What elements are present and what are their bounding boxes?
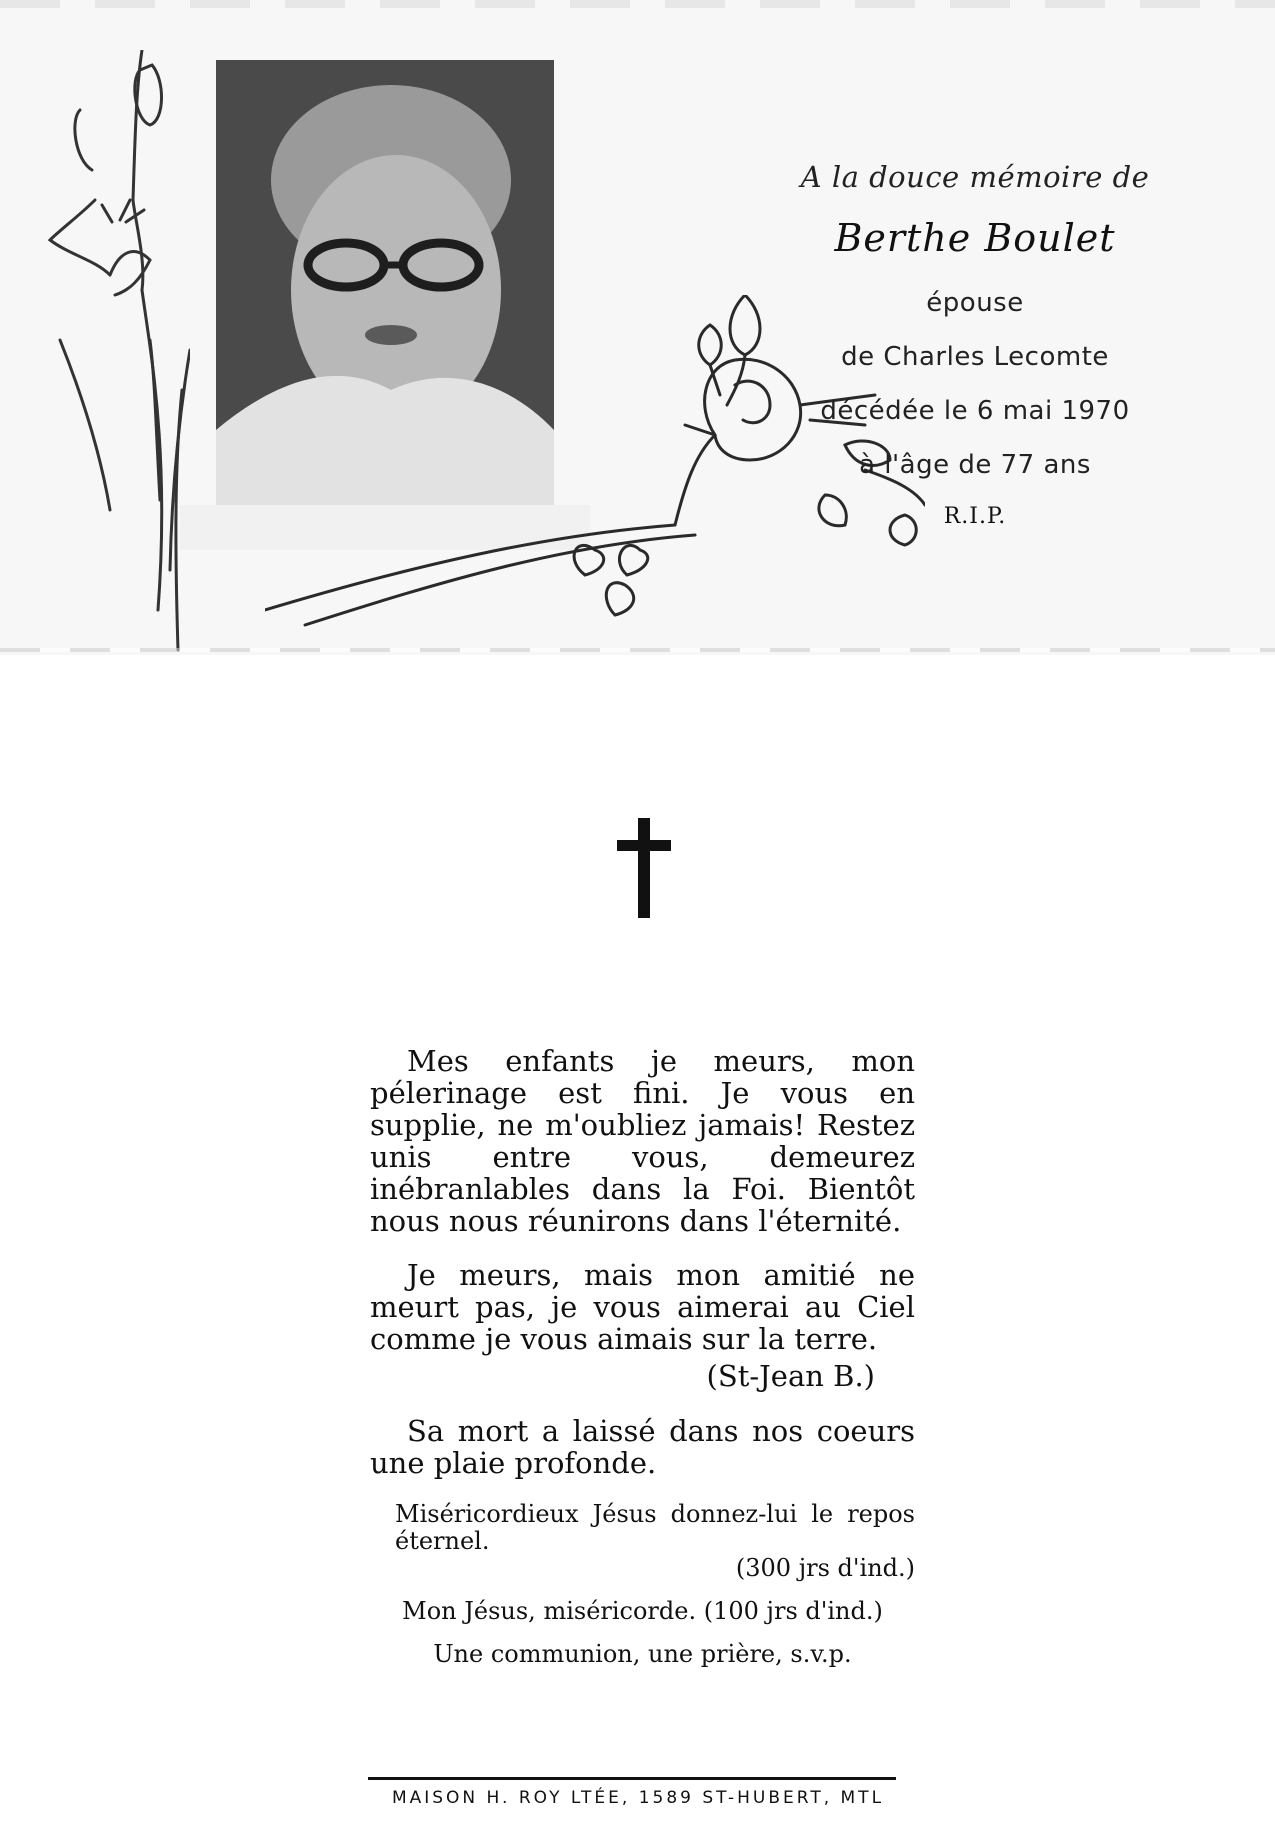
prayer-text [370,1045,915,1684]
invocation-1 [370,1501,915,1582]
publisher-rule [368,1777,896,1780]
lily-drawing [40,50,190,660]
prayer-request: Une communion, une prière, s.v.p. [433,1640,852,1668]
dedication-line: A la douce mémoire de [800,160,1150,194]
prayer-attribution: (St-Jean B.) [706,1359,875,1393]
card-bottom-edge [0,648,1275,652]
death-date: décédée le 6 mai 1970 [820,396,1130,426]
cross-icon [617,818,671,918]
deceased-name: Berthe Boulet [834,216,1116,260]
invocation-2: Mon Jésus, miséricorde. (100 jrs d'ind.) [402,1597,883,1625]
prayer-paragraph-3: Sa mort a laissé dans nos coeurs une plaie profonde. [370,1414,915,1480]
spouse-label: épouse [926,288,1024,318]
prayer-paragraph-2: Je meurs, mais mon amitié ne meurt pas, je vous aimerai au Ciel comme je vous aimais sur la terre. [370,1258,915,1356]
publisher-imprint: MAISON H. ROY LTÉE, 1589 ST-HUBERT, MTL [391,1788,885,1808]
prayer-paragraph-1: Mes enfants je meurs, mon pélerinage est fini. Je vous en supplie, ne m'oubliez jamais! Restez unis entre vous, demeurez inébranlables dans la Foi. Bientôt nous nous réunirons dans l'éternité. [370,1044,915,1238]
memorial-card-front [0,0,1275,655]
rip-text: R.I.P. [943,504,1007,529]
spouse-name: de Charles Lecomte [841,342,1109,372]
age-at-death: à l'âge de 77 ans [859,450,1091,480]
card-top-edge [0,0,1275,8]
memorial-text-block [780,160,1170,529]
invocation-1-indulgence: (300 jrs d'ind.) [735,1554,915,1582]
invocation-1-text: Miséricordieux Jésus donnez-lui le repos éternel. [395,1500,915,1555]
